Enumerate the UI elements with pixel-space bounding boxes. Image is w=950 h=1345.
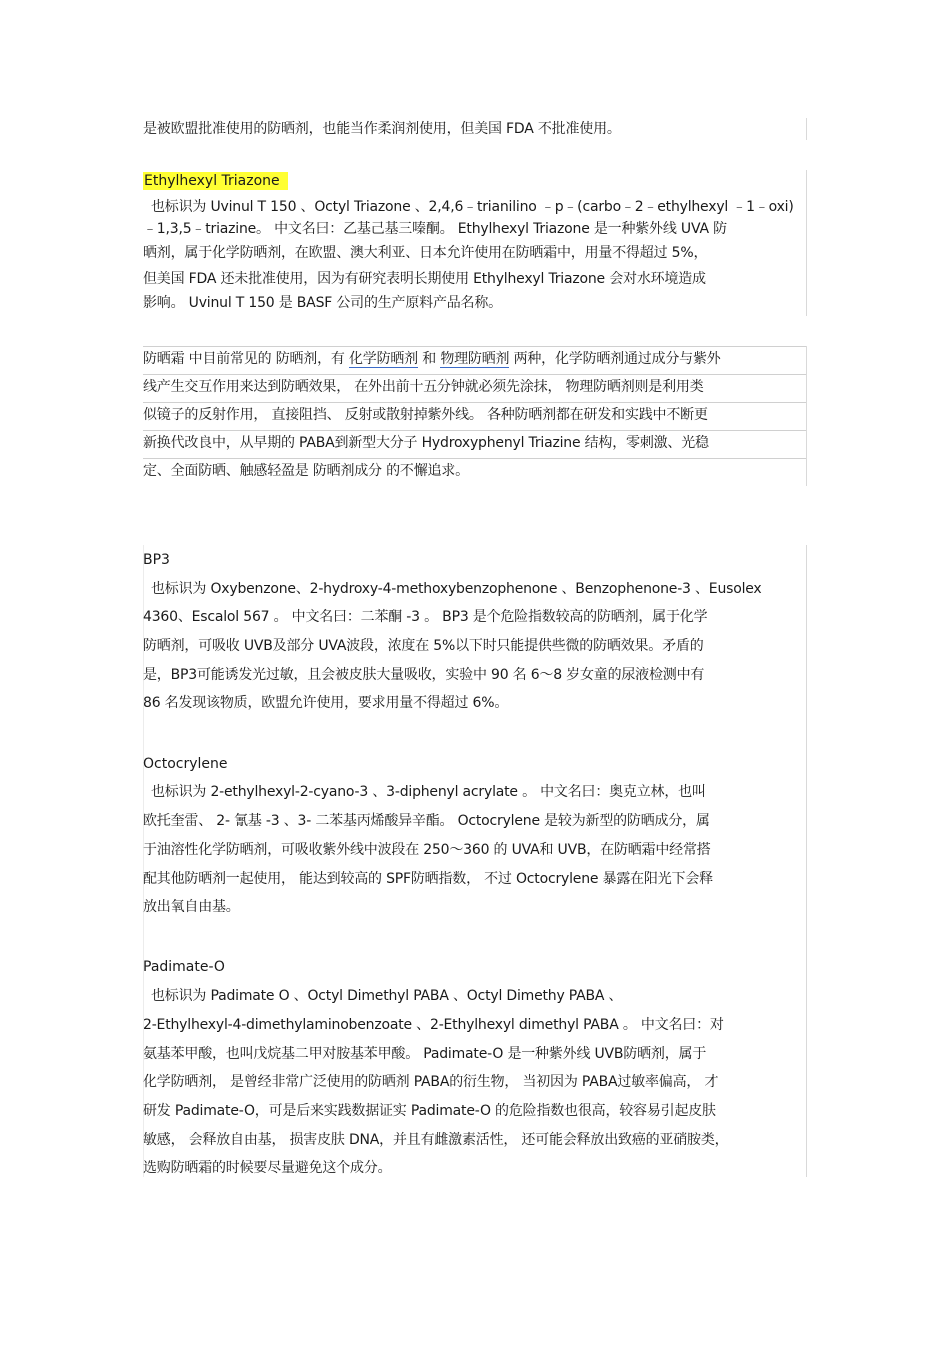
section-title: Padimate-O [143,959,225,975]
paragraph-line: 定、全面防晒、触感轻盈是 防晒剂成分 的不懈追求。 [143,458,807,483]
paragraph-line: 但美国 FDA 还未批准使用，因为有研究表明长期使用 Ethylhexyl Triazone 会对水环境造成 [143,271,706,287]
paragraph-line: 86 名发现该物质，欧盟允许使用，要求用量不得超过 6%。 [143,695,509,711]
right-rule [806,545,807,1177]
paragraph-line: 也标识为 Oxybenzone、2-hydroxy-4-methoxybenzophenone 、Benzophenone-3 、Eusolex [151,581,762,597]
section-title [143,172,288,190]
paragraph-line: 化学防晒剂， 是曾经非常广泛使用的防晒剂 PABA的衍生物， 当初因为 PABA过敏率偏高， 才 [143,1074,719,1090]
paragraph-line: 敏感， 会释放自由基， 损害皮肤 DNA，并且有雌激素活性， 还可能会释放出致癌的亚硝胺类， [143,1132,729,1148]
text-run: 两种，化学防晒剂通过成分与紫外 [513,351,721,367]
paragraph-line: 放出氧自由基。 [143,899,240,915]
paragraph-line: 晒剂，属于化学防晒剂，在欧盟、澳大利亚、日本允许使用在防晒霜中，用量不得超过 5%， [143,245,708,261]
paragraph-line: ﹣1,3,5﹣triazine。 中文名曰：乙基己基三嗪酮。 Ethylhexyl Triazone 是一种紫外线 UVA 防 [143,221,727,237]
physical-sunscreen-link[interactable]: 物理防晒剂 [440,351,510,367]
paragraph-line: 欧托奎雷、 2- 氰基 -3 、3- 二苯基丙烯酸异辛酯。 Octocrylene 是较为新型的防晒成分，属 [143,813,710,829]
paragraph-line: 影响。 Uvinul T 150 是 BASF 公司的生产原料产品名称。 [143,295,502,311]
paragraph-line: 2-Ethylhexyl-4-dimethylaminobenzoate 、2-Ethylhexyl dimethyl PABA 。 中文名曰：对 [143,1017,724,1033]
ingredients-section [143,545,807,1177]
right-rule [806,118,807,140]
paragraph-line: 防晒剂，可吸收 UVB及部分 UVA波段，浓度在 5%以下时只能提供些微的防晒效果。矛盾的 [143,638,704,654]
paragraph-line: 是被欧盟批准使用的防晒剂，也能当作柔润剂使用，但美国 FDA 不批准使用。 [143,121,621,137]
text-run: 和 [422,351,437,367]
paragraph-line: 也标识为 Padimate O 、Octyl Dimethyl PABA 、Octyl Dimethy PABA 、 [151,988,623,1004]
right-rule [806,346,807,486]
paragraph-line: 于油溶性化学防晒剂，可吸收紫外线中波段在 250～360 的 UVA和 UVB，在防晒霜中经常搭 [143,842,711,858]
paragraph-line: 研发 Padimate-O，可是后来实践数据证实 Padimate-O 的危险指数也很高，较容易引起皮肤 [143,1103,716,1119]
paragraph-line: 新换代改良中，从早期的 PABA到新型大分子 Hydroxyphenyl Triazine 结构，零刺激、光稳 [143,430,807,455]
intro-section [143,346,807,486]
top-section [143,118,807,140]
paragraph-line: 配其他防晒剂一起使用， 能达到较高的 SPF防晒指数， 不过 Octocrylene 暴露在阳光下会释 [143,871,713,887]
section-title: BP3 [143,552,170,568]
section-title: Octocrylene [143,756,228,772]
paragraph-line: 也标识为 2-ethylhexyl-2-cyano-3 、3-diphenyl acrylate 。 中文名曰：奥克立林，也叫 [151,784,706,800]
chemical-sunscreen-link[interactable]: 化学防晒剂 [348,351,418,367]
paragraph-line: 似镜子的反射作用， 直接阻挡、 反射或散射掉紫外线。 各种防晒剂都在研发和实践中不断更 [143,402,807,427]
text-run: 防晒霜 中目前常见的 防晒剂，有 [143,351,345,367]
paragraph-line: 4360、Escalol 567 。 中文名曰：二苯酮 -3 。 BP3 是个危险指数较高的防晒剂，属于化学 [143,609,708,625]
ethylhexyl-section [143,170,807,316]
paragraph-line: 线产生交互作用来达到防晒效果， 在外出前十五分钟就必须先涂抹， 物理防晒剂则是利用类 [143,374,807,399]
paragraph-line: 选购防晒霜的时候要尽量避免这个成分。 [143,1160,392,1176]
paragraph-line [143,346,807,371]
right-rule [806,170,807,316]
highlighted-title: Ethylhexyl Triazone [143,172,288,190]
paragraph-line: 是，BP3可能诱发光过敏，且会被皮肤大量吸收，实验中 90 名 6～8 岁女童的尿液检测中有 [143,667,705,683]
paragraph-line: 氨基苯甲酸，也叫戊烷基二甲对胺基苯甲酸。 Padimate-O 是一种紫外线 UVB防晒剂，属于 [143,1046,707,1062]
paragraph-line: 也标识为 Uvinul T 150 、Octyl Triazone 、2,4,6﹣trianilino ﹣p﹣(carbo﹣2﹣ethylhexyl ﹣1﹣oxi) [151,199,794,215]
